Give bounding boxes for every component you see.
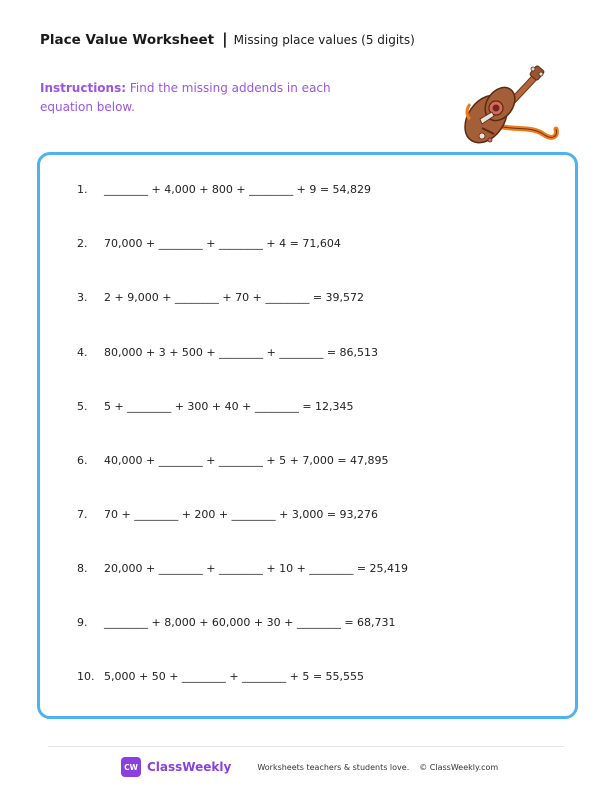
question-4 — [77, 346, 378, 359]
question-equation: 70 + ________ + 200 + ________ + 3,000 = 93,276 — [104, 508, 379, 521]
question-6 — [77, 454, 389, 467]
footer-copyright: © ClassWeekly.com — [419, 762, 499, 772]
brand-name: ClassWeekly — [147, 760, 232, 774]
worksheet-header — [40, 30, 415, 48]
question-number: 3. — [77, 291, 88, 304]
question-number: 4. — [77, 346, 88, 359]
question-equation: ________ + 4,000 + 800 + ________ + 9 = 54,829 — [104, 183, 372, 196]
question-2 — [77, 237, 341, 250]
instructions-label: Instructions: — [40, 81, 127, 95]
question-equation: 5 + ________ + 300 + 40 + ________ = 12,345 — [104, 400, 354, 413]
question-equation: 20,000 + ________ + ________ + 10 + ________ = 25,419 — [104, 562, 409, 575]
question-number: 2. — [77, 237, 88, 250]
footer-tagline: Worksheets teachers & students love. — [257, 762, 410, 772]
question-number: 9. — [77, 616, 88, 629]
question-8 — [77, 562, 408, 575]
question-7 — [77, 508, 378, 521]
instructions-text: Find the missing addends in each equation below. — [40, 81, 331, 114]
question-equation: 2 + 9,000 + ________ + 70 + ________ = 39,572 — [104, 291, 365, 304]
footer — [121, 757, 498, 777]
question-1 — [77, 183, 371, 196]
question-9 — [77, 616, 396, 629]
instructions — [40, 79, 350, 117]
question-number: 1. — [77, 183, 88, 196]
worksheet-subtitle: Missing place values (5 digits) — [233, 33, 415, 47]
question-number: 10. — [77, 670, 95, 683]
question-3 — [77, 291, 364, 304]
question-number: 8. — [77, 562, 88, 575]
question-equation: 40,000 + ________ + ________ + 5 + 7,000 = 47,895 — [104, 454, 389, 467]
worksheet-title: Place Value Worksheet — [40, 32, 215, 48]
question-number: 7. — [77, 508, 88, 521]
question-equation: 70,000 + ________ + ________ + 4 = 71,604 — [104, 237, 341, 250]
question-number: 5. — [77, 400, 88, 413]
question-number: 6. — [77, 454, 88, 467]
title-separator: | — [222, 30, 228, 48]
question-equation: 80,000 + 3 + 500 + ________ + ________ = 86,513 — [104, 346, 379, 359]
question-equation: 5,000 + 50 + ________ + ________ + 5 = 55,555 — [104, 670, 365, 683]
classweekly-logo-icon: CW — [121, 757, 141, 777]
question-10 — [77, 670, 364, 683]
footer-divider — [48, 746, 564, 747]
guitar-icon — [448, 64, 560, 154]
question-equation: ________ + 8,000 + 60,000 + 30 + ________ = 68,731 — [104, 616, 396, 629]
question-5 — [77, 400, 354, 413]
